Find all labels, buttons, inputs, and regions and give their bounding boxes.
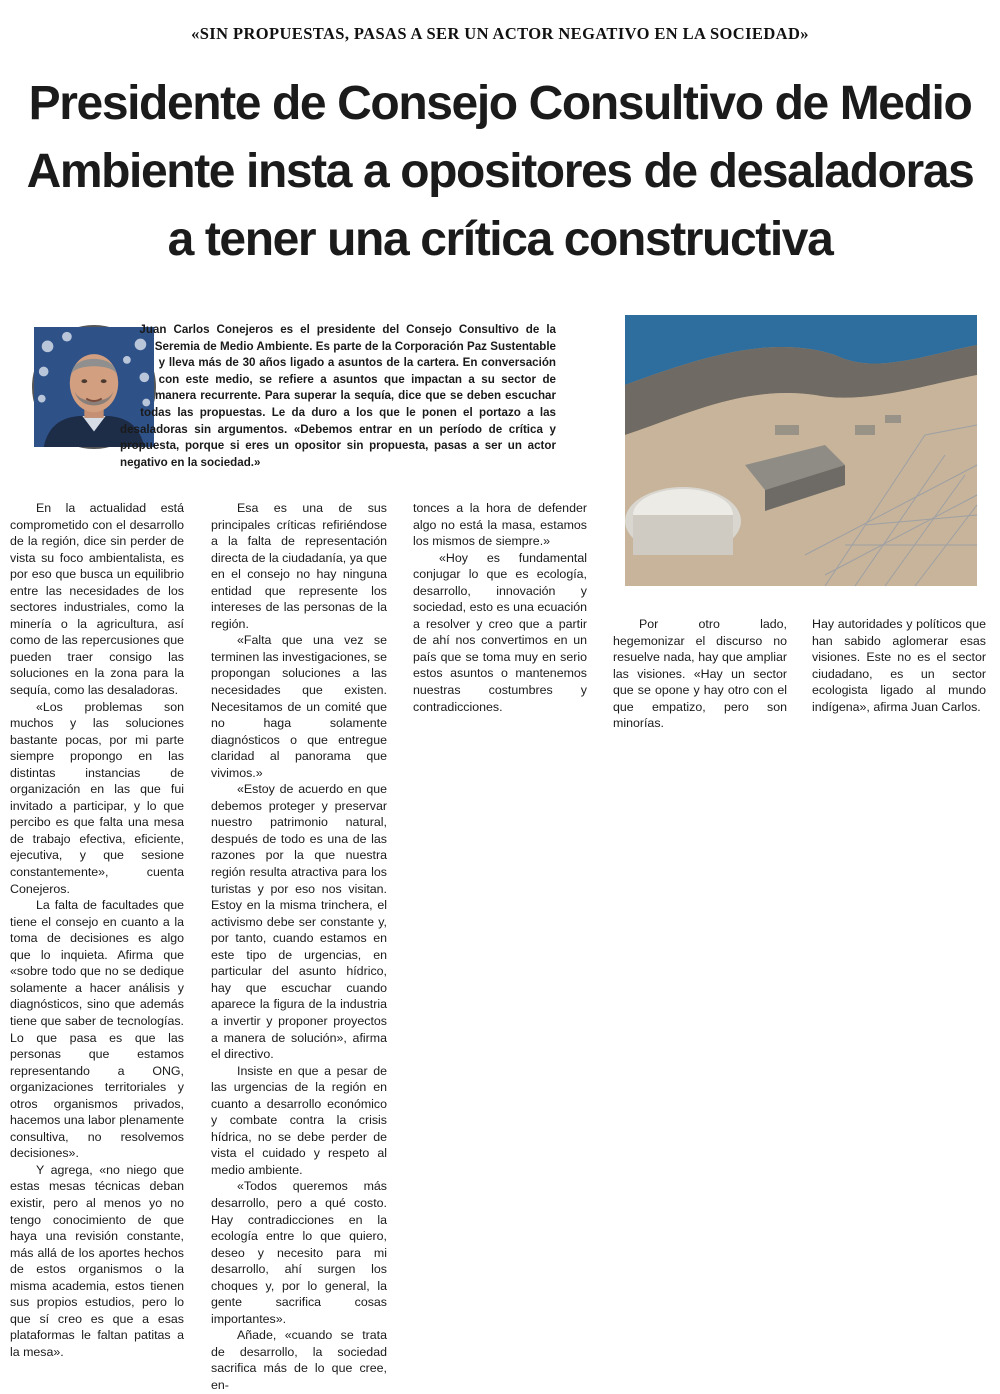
intro-lede (120, 322, 556, 471)
paragraph: Añade, «cuando se trata de desarrollo, la sociedad sacrifica más de lo que cree, en- (211, 1328, 387, 1392)
article-column-3 (413, 500, 587, 715)
paragraph: Por otro lado, hegemonizar el discurso no resuelve nada, hay que ampliar las visiones. «Hay un sector que se opone y hay otro con el que empatizo, pero son minorías. (613, 617, 787, 731)
paragraph: En la actualidad está comprometido con el desarrollo de la región, dice sin perder de vista su foco ambientalista, es por eso que busca un equilibrio entre las necesidades de los sectores industriales, como la minería o la agricultura, así como de las repercusiones que pueden traer consigo las soluciones en la zona para la sequía, como las desaladoras. (10, 501, 184, 698)
intro-text: Juan Carlos Conejeros es el presidente del Consejo Consultivo de la Seremia de Medio Ambiente. Es parte de la Corporación Paz Sustentable y lleva más de 30 años ligado a asuntos de la cartera. En conversación con este medio, se refiere a asuntos que impactan a su sector de manera recurrente. Para superar la sequía, dice que se deben escuchar todas las propuestas. Le da duro a los que le ponen el portazo a las desaladoras sin argumentos. «Debemos entrar en un período de crítica y propuesta, porque si eres un opositor sin propuesta, pasas a ser un actor negativo en la sociedad.» (120, 323, 556, 469)
paragraph: La falta de facultades que tiene el consejo en cuanto a la toma de decisiones es algo que lo inquieta. Afirma que «sobre todo que no se dedique solamente a hacer análisis y diagnósticos, sino que además tiene que saber de tecnologías. Lo que pasa es que las personas que estamos representando a ONG, organizaciones territoriales y otros organismos privados, hacemos una labor plenamente consultiva, no resolvemos decisiones». (10, 898, 184, 1161)
paragraph-continuation: tonces a la hora de defender algo no está la masa, estamos los mismos de siempre.» (413, 501, 587, 549)
article-column-2 (211, 500, 387, 1394)
article-column-1 (10, 500, 184, 1360)
headline: Presidente de Consejo Consultivo de Medio Ambiente insta a opositores de desaladoras a tener una crítica constructiva (26, 77, 974, 266)
article-column-5 (812, 616, 986, 715)
paragraph: «Los problemas son muchos y las soluciones bastante pocas, por mi parte siempre propongo en las distintas instancias de organización en las que fui invitado a participar, y lo que percibo es que falta una mesa de trabajo efectiva, eficiente, ejecutiva, y que sesione constantemente», cuenta Conejeros. (10, 699, 184, 896)
desalination-plant-photo (625, 315, 977, 586)
paragraph: Esa es una de sus principales críticas refiriéndose a la falta de representación directa de la ciudadanía, ya que en el consejo no hay ninguna entidad que represente los intereses de las personas de la región. (211, 501, 387, 631)
paragraph: «Falta que una vez se terminen las investigaciones, se propongan soluciones a las necesidades que existen. Necesitamos de un comité que no haga solamente diagnósticos o que entregue claridad al panorama que vivimos.» (211, 633, 387, 780)
paragraph: «Todos queremos más desarrollo, pero a qué costo. Hay contradicciones en la ecología entre lo que quiero, deseo y necesito para mi desarrollo, ahí surgen los choques y, por lo general, la gente sacrifica cosas importantes». (211, 1179, 387, 1326)
paragraph: «Estoy de acuerdo en que debemos proteger y preservar nuestro patrimonio natural, después de todo es una de las razones por la que nuestra región resulta atractiva para los turistas y por eso nos visitan. Estoy en la misma trinchera, el activismo debe ser constante y, por tanto, cuando estamos en este tipo de urgencias, en particular del asunto hídrico, hay que escuchar cuando aparece la figura de la industria a invertir y proponer proyectos a manera de solución», afirma el directivo. (211, 782, 387, 1062)
kicker-quote: «SIN PROPUESTAS, PASAS A SER UN ACTOR NEGATIVO EN LA SOCIEDAD» (191, 24, 809, 43)
paragraph: Y agrega, «no niego que estas mesas técnicas deban existir, pero al menos yo no tengo conocimiento de que haya una revisión constante, más allá de los aportes hechos de estos organismos o la misma academia, estos tienen sus propios estudios, pero lo que sí creo es que a esas plataformas le faltan patitas a la mesa». (10, 1162, 184, 1359)
paragraph: Insiste en que a pesar de las urgencias de la región en cuanto a desarrollo económico y combate contra la crisis hídrica, no se debe perder de vista el cuidado y respeto al medio ambiente. (211, 1063, 387, 1177)
paragraph: «Hoy es fundamental conjugar lo que es ecología, desarrollo, innovación y sociedad, esto es una ecuación a resolver y creo que a partir de ahí nos convertimos en un país que se toma muy en serio estos asuntos o mantenemos nuestras costumbres y contradicciones. (413, 550, 587, 714)
article-column-4 (613, 616, 787, 732)
paragraph-continuation: Hay autoridades y políticos que han sabido aglomerar esas visiones. Este no es el sector ciudadano, es un sector ecologista ligado al mundo indígena», afirma Juan Carlos. (812, 617, 986, 714)
